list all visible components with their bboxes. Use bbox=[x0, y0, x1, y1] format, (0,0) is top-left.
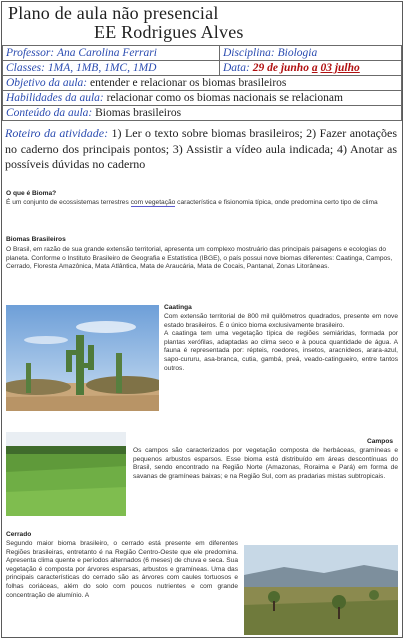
classes-label: Classes: bbox=[6, 62, 45, 74]
caatinga-text-2: A caatinga tem uma vegetação típica de regiões semiáridas, formada por plantas xerófilas, adaptadas ao clima seco e à pouca quantidade de água. A fauna é representada por: répteis, roedores, insetos, aracnídeos, arara-azul, sapo-cururu, asa-branca, cutia, gambá, preá, veado-catingueiro, entre tantos outros. bbox=[164, 330, 398, 372]
caatinga-text-1: Com extensão territorial de 800 mil quilômetros quadrados, presente em nove estado brasileiros. É o único bioma exclusivamente brasileiro. bbox=[164, 313, 398, 329]
roteiro-text: 1) Ler o texto sobre biomas brasileiros; 2) Fazer anotações no caderno dos principais pontos; 3) Assistir a vídeo aula indicada; 4) Anotar as possíveis dúvidas no caderno bbox=[5, 126, 398, 171]
conteudo-label: Conteúdo da aula: bbox=[6, 107, 93, 119]
campos-illustration bbox=[6, 432, 126, 516]
lesson-info-table bbox=[2, 45, 402, 121]
cerrado-photo bbox=[244, 545, 398, 635]
objetivo-value: entender e relacionar os biomas brasileiros bbox=[90, 77, 287, 89]
conteudo-row bbox=[3, 106, 402, 121]
data-label: Data: bbox=[223, 62, 250, 74]
data-value-sep: a bbox=[311, 62, 318, 74]
data-value-end: 03 julho bbox=[320, 62, 360, 74]
data-cell bbox=[220, 61, 402, 76]
classes-value: 1MA, 1MB, 1MC, 1MD bbox=[47, 62, 157, 74]
bioma-text-a: É um conjunto de ecossistemas terrestres bbox=[6, 199, 131, 206]
caatinga-illustration bbox=[6, 305, 159, 411]
cerrado-text: Segundo maior bioma brasileiro, o cerrado está presente em diferentes Regiões brasileiras, entretanto é na Região Centro-Oeste que ele predomina. Apresenta clima quente e períodos alternados (6 meses) de chuva e seca. Sua vegetação é composta por árvores esparsas, arbustos e gramíneas. Uma das principais características do cerrado são as árvores com caules tortuosos e folhas coriáceas, além do solo com poucos nutrientes e com grande concentração de alumínio. A bbox=[6, 540, 238, 599]
bioma-text-b: característica e fisionomia típica, onde predomina certo tipo de clima bbox=[175, 199, 378, 206]
caatinga-text bbox=[164, 313, 398, 373]
bioma-text bbox=[6, 199, 391, 208]
conteudo-value: Biomas brasileiros bbox=[95, 107, 182, 119]
conteudo-cell bbox=[3, 106, 402, 121]
objetivo-cell bbox=[3, 76, 402, 91]
campos-text: Os campos são caracterizados por vegetação composta de herbáceas, gramíneas e pequenos arbustos esparsos. Esse bioma está distribuído em áreas descontínuas do Brasil, sendo encontrado na Região Norte (Amazonas, Roraima e Pará) em forma de savanas de gramíneas baixas; e na Região Sul, com as pradarias mistas subtropicais. bbox=[133, 447, 398, 480]
school-name: EE Rodrigues Alves bbox=[94, 22, 244, 42]
professor-cell bbox=[3, 46, 220, 61]
biomas-br-heading: Biomas Brasileiros bbox=[6, 236, 66, 243]
classes-row bbox=[3, 61, 402, 76]
cerrado-heading: Cerrado bbox=[6, 531, 32, 538]
data-value-start: 29 de junho bbox=[252, 62, 309, 74]
roteiro-label: Roteiro da atividade: bbox=[5, 126, 109, 140]
professor-label: Professor: bbox=[6, 47, 55, 59]
title-block bbox=[2, 2, 400, 44]
disciplina-label: Disciplina: bbox=[223, 47, 275, 59]
disciplina-cell bbox=[220, 46, 402, 61]
habilidades-cell bbox=[3, 91, 402, 106]
classes-cell bbox=[3, 61, 220, 76]
bioma-heading: O que é Bioma? bbox=[6, 190, 57, 197]
campos-photo bbox=[6, 432, 126, 516]
cerrado-illustration bbox=[244, 545, 398, 635]
habilidades-row bbox=[3, 91, 402, 106]
caatinga-photo bbox=[6, 305, 159, 411]
roteiro-block bbox=[5, 126, 397, 173]
disciplina-value: Biologia bbox=[277, 47, 318, 59]
professor-row bbox=[3, 46, 402, 61]
habilidades-value: relacionar como os biomas nacionais se relacionam bbox=[106, 92, 343, 104]
objetivo-label: Objetivo da aula: bbox=[6, 77, 88, 89]
page-title: Plano de aula não presencial bbox=[8, 3, 219, 23]
biomas-br-text: O Brasil, em razão de sua grande extensão territorial, apresenta um complexo mostruário das principais paisagens e ecologias do planeta. Conforme o Instituto Brasileiro de Geografia e Estatística (IBGE), o país possui nove biomas diferentes: Caatinga, Campos, Cerrado, Floresta Amazônica, Mata Atlântica, Mata de Araucária, Mata de Cocais, Pantanal, Zonas Litorâneas. bbox=[6, 246, 393, 271]
professor-name: Ana Carolina Ferrari bbox=[57, 47, 157, 59]
habilidades-label: Habilidades da aula: bbox=[6, 92, 104, 104]
campos-heading: Campos bbox=[367, 438, 394, 445]
caatinga-heading: Caatinga bbox=[164, 304, 192, 311]
bioma-text-link: com vegetação bbox=[130, 199, 176, 206]
objetivo-row bbox=[3, 76, 402, 91]
